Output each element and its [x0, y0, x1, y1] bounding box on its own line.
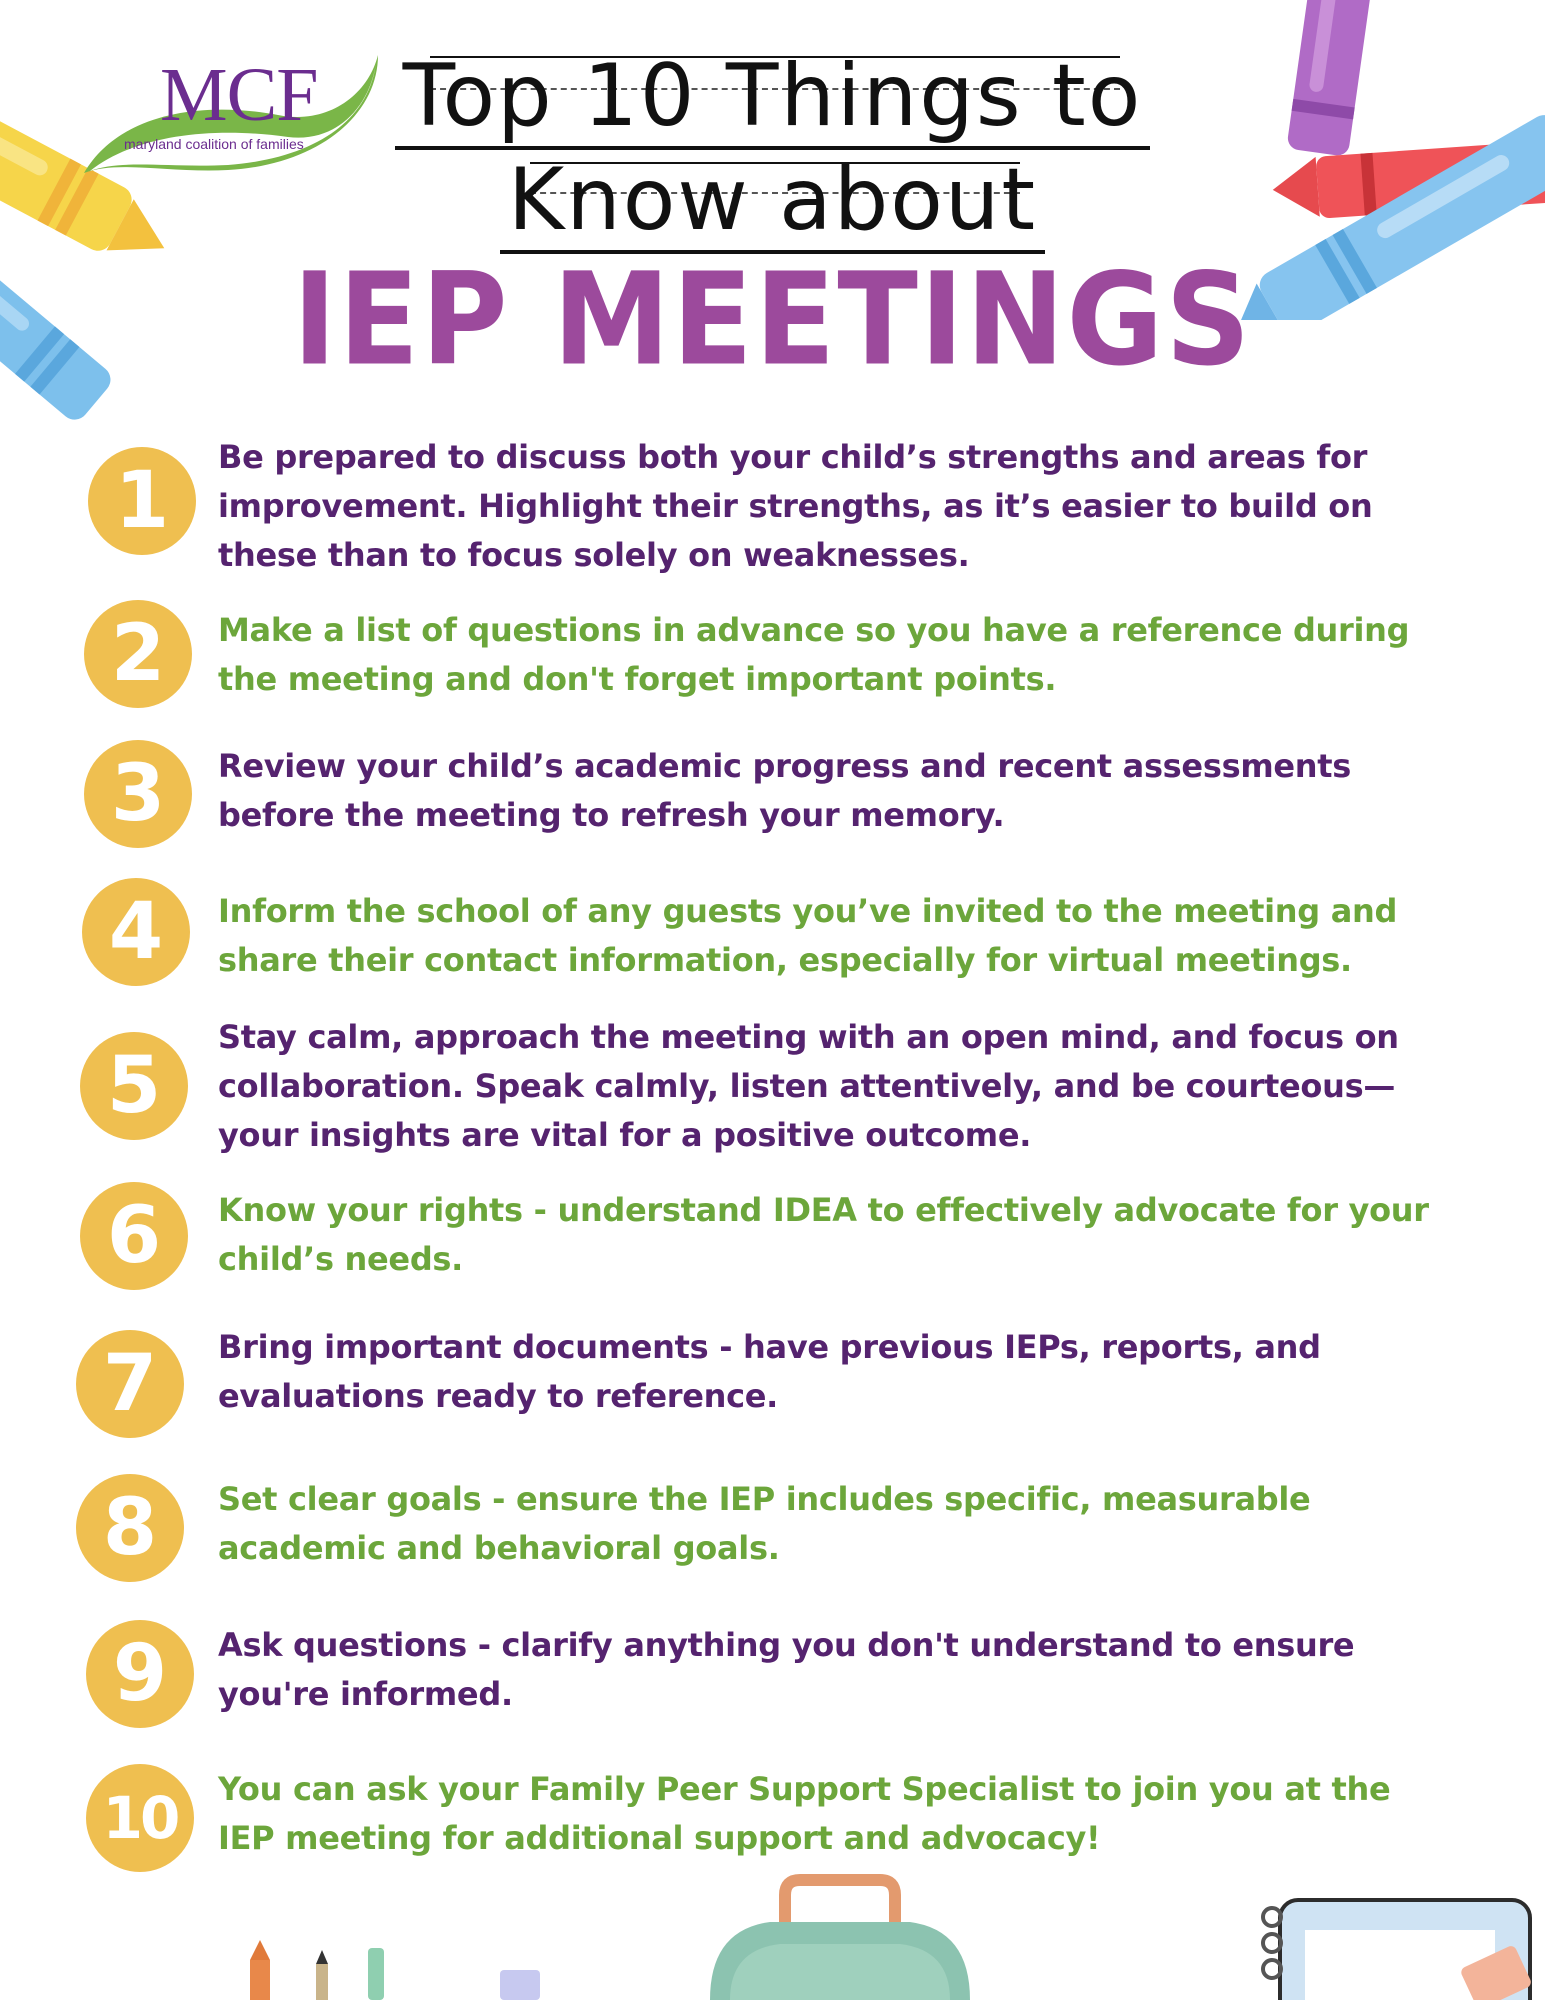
- list-item-text-3: Review your child’s academic progress and recent assessments before the meeting to refresh your memory.: [218, 747, 1352, 834]
- number-badge-4: 4: [82, 878, 190, 986]
- number-badge-1: 1: [88, 447, 196, 555]
- page-heading: IEP MEETINGS: [292, 244, 1253, 394]
- number-badge-8: 8: [76, 1474, 184, 1582]
- number-badge-6: 6: [80, 1182, 188, 1290]
- title-line-2: [0, 150, 1545, 250]
- logo-mcf: MCF: [160, 53, 318, 137]
- list-item-text-8: Set clear goals - ensure the IEP includes specific, measurable academic and behavioral goals.: [218, 1480, 1311, 1567]
- list-item-text-5: Stay calm, approach the meeting with an open mind, and focus on collaboration. Speak calmly, listen attentively, and be courteous—your insights are vital for a positive outcome.: [218, 1018, 1399, 1154]
- number-badge-9: 9: [86, 1620, 194, 1728]
- number-badge-7: 7: [76, 1330, 184, 1438]
- title-line-1: [0, 46, 1545, 146]
- number-badge-5: 5: [80, 1032, 188, 1140]
- number-badge-10: 10: [86, 1764, 194, 1872]
- list-item-text-7: Bring important documents - have previous IEPs, reports, and evaluations ready to reference.: [218, 1328, 1321, 1415]
- list-item-text-4: Inform the school of any guests you’ve invited to the meeting and share their contact information, especially for virtual meetings.: [218, 892, 1398, 979]
- backpack-illustration: [690, 1860, 990, 2000]
- logo-tagline: maryland coalition of families: [124, 136, 304, 152]
- number-badge-2: 2: [84, 600, 192, 708]
- list-item-text-1: Be prepared to discuss both your child’s strengths and areas for improvement. Highlight their strengths, as it’s easier to build on these than to focus solely on weaknesses.: [218, 438, 1373, 574]
- list-item-text-9: Ask questions - clarify anything you don't understand to ensure you're informed.: [218, 1626, 1355, 1713]
- list-item-text-2: Make a list of questions in advance so you have a reference during the meeting and don't forget important points.: [218, 611, 1410, 698]
- list-item-text-6: Know your rights - understand IDEA to effectively advocate for your child’s needs.: [218, 1191, 1429, 1278]
- list-item-text-10: You can ask your Family Peer Support Specialist to join you at the IEP meeting for additional support and advocacy!: [218, 1770, 1391, 1857]
- number-badge-3: 3: [84, 740, 192, 848]
- title-line-1-text: Top 10 Things to: [395, 46, 1151, 150]
- notebook-illustration: [1250, 1895, 1545, 2000]
- title-line-2-text: Know about: [500, 150, 1045, 254]
- pencils-illustration: [230, 1940, 550, 2000]
